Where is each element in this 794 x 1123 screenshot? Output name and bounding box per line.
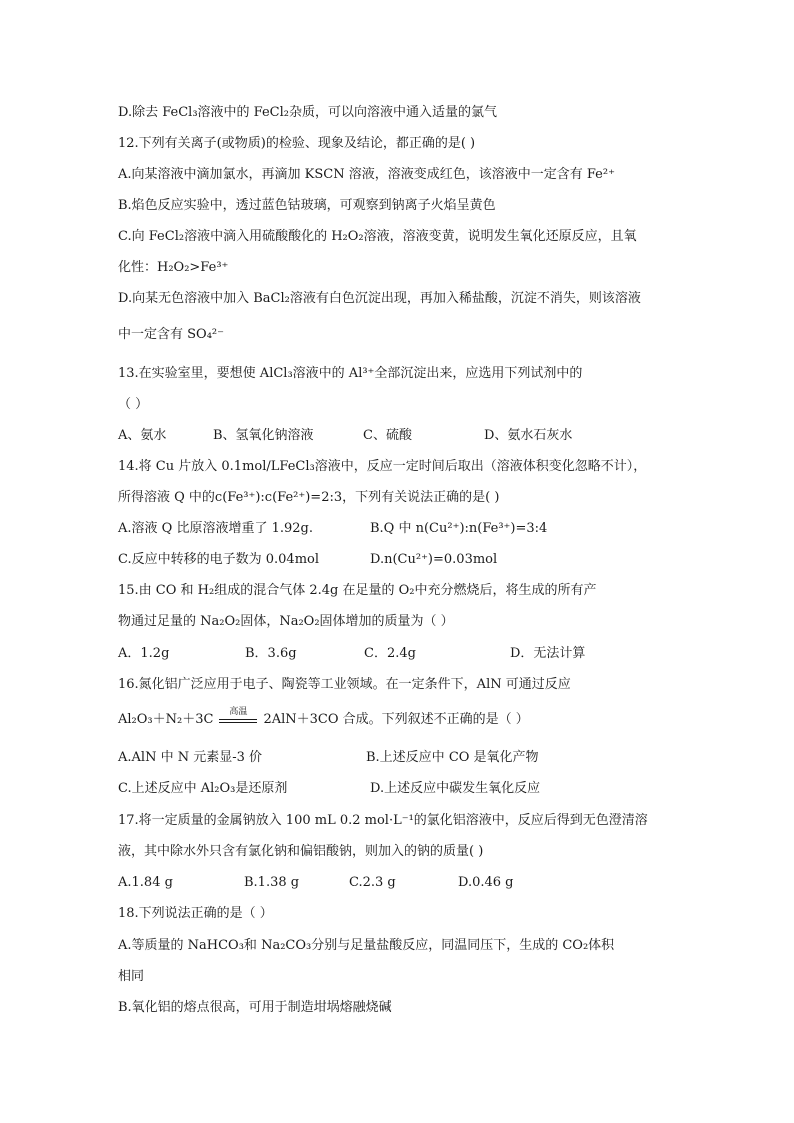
q12-option-c-cont: 化性：H₂O₂>Fe³⁺	[118, 260, 229, 275]
q13-option-a: A、氨水	[118, 428, 167, 443]
q15-options	[118, 645, 734, 663]
q14-stem-cont: 所得溶液 Q 中的c(Fe³⁺):c(Fe²⁺)=2:3，下列有关说法正确的是( )	[118, 490, 500, 505]
q17-stem: 17.将一定质量的金属钠放入 100 mL 0.2 mol·L⁻¹的氯化铝溶液中，反应后得到无色澄清溶	[118, 813, 648, 828]
q13-stem: 13.在实验室里，要想使 AlCl₃溶液中的 Al³⁺全部沉淀出来，应选用下列试剂中的	[118, 366, 583, 381]
q15-stem: 15.由 CO 和 H₂组成的混合气体 2.4g 在足量的 O₂中充分燃烧后，将生成的所有产	[118, 583, 597, 598]
q15-option-a: A．1.2g	[118, 646, 170, 661]
q14-option-a: A.溶液 Q 比原溶液增重了 1.92g.	[118, 521, 313, 536]
q13-options	[118, 427, 734, 445]
q17-option-a: A.1.84 g	[118, 875, 173, 890]
q13-option-b: B、氢氧化钠溶液	[213, 428, 314, 443]
q16-option-b: B.上述反应中 CO 是氧化产物	[366, 750, 539, 765]
q13-bracket: （ ）	[118, 397, 149, 412]
q17-stem-cont: 液，其中除水外只含有氯化钠和偏铝酸钠，则加入的钠的质量( )	[118, 844, 484, 859]
q18-option-a-cont: 相同	[118, 969, 145, 984]
q13-option-d: D、氨水石灰水	[484, 428, 573, 443]
q13-option-c: C、硫酸	[363, 428, 412, 443]
q14-option-c: C.反应中转移的电子数为 0.04mol	[118, 552, 320, 567]
q17-options	[118, 874, 734, 892]
q15-option-b: B．3.6g	[245, 646, 297, 661]
q12-stem: 12.下列有关离子(或物质)的检验、现象及结论，都正确的是( )	[118, 136, 476, 151]
q16-options-row1	[118, 749, 734, 767]
q16-option-c: C.上述反应中 Al₂O₃是还原剂	[118, 781, 288, 796]
q18-option-a: A.等质量的 NaHCO₃和 Na₂CO₃分别与足量盐酸反应，同温同压下，生成的 CO₂体积	[118, 938, 615, 953]
q15-option-c: C．2.4g	[364, 646, 416, 661]
q17-option-b: B.1.38 g	[244, 875, 300, 890]
equation-products: 2AlN＋3CO 合成。下列叙述不正确的是（ ）	[263, 712, 529, 727]
q16-equation-line	[118, 706, 734, 729]
q11-option-d: D.除去 FeCl₃溶液中的 FeCl₂杂质，可以向溶液中通入适量的氯气	[118, 105, 497, 120]
reaction-condition: 高温	[229, 706, 248, 717]
q17-option-c: C.2.3 g	[349, 875, 396, 890]
q12-option-d: D.向某无色溶液中加入 BaCl₂溶液有白色沉淀出现，再加入稀盐酸，沉淀不消失，则该溶液	[118, 291, 641, 306]
q14-options-row2	[118, 551, 734, 569]
q15-option-d: D．无法计算	[510, 646, 586, 661]
q16-options-row2	[118, 780, 734, 798]
q17-option-d: D.0.46 g	[458, 875, 514, 890]
q16-stem: 16.氮化铝广泛应用于电子、陶瓷等工业领域。在一定条件下，AlN 可通过反应	[118, 677, 571, 692]
q14-options-row1	[118, 520, 734, 538]
q18-stem: 18.下列说法正确的是（ ）	[118, 906, 273, 921]
q12-option-a: A.向某溶液中滴加氯水，再滴加 KSCN 溶液，溶液变成红色，该溶液中一定含有 Fe²⁺	[118, 167, 615, 182]
q14-option-d: D.n(Cu²⁺)=0.03mol	[370, 552, 498, 567]
equation-reactants: Al₂O₃＋N₂＋3C	[118, 712, 214, 727]
q12-option-b: B.焰色反应实验中，透过蓝色钴玻璃，可观察到钠离子火焰呈黄色	[118, 198, 496, 213]
q15-stem-cont: 物通过足量的 Na₂O₂固体，Na₂O₂固体增加的质量为（ ）	[118, 614, 454, 629]
q12-option-d-cont: 中一定含有 SO₄²⁻	[118, 327, 224, 342]
q18-option-b: B.氧化铝的熔点很高，可用于制造坩埚熔融烧碱	[118, 1000, 392, 1015]
q14-option-b: B.Q 中 n(Cu²⁺):n(Fe³⁺)=3:4	[370, 521, 548, 536]
q16-option-d: D.上述反应中碳发生氧化反应	[370, 781, 541, 796]
q14-stem: 14.将 Cu 片放入 0.1mol/LFeCl₃溶液中，反应一定时间后取出（溶液体积变化忽略不计），	[118, 459, 647, 474]
reaction-arrow	[219, 706, 257, 727]
q12-option-c: C.向 FeCl₂溶液中滴入用硫酸酸化的 H₂O₂溶液，溶液变黄，说明发生氧化还原反应，且氧	[118, 229, 637, 244]
q16-option-a: A.AlN 中 N 元素显-3 价	[118, 750, 263, 765]
